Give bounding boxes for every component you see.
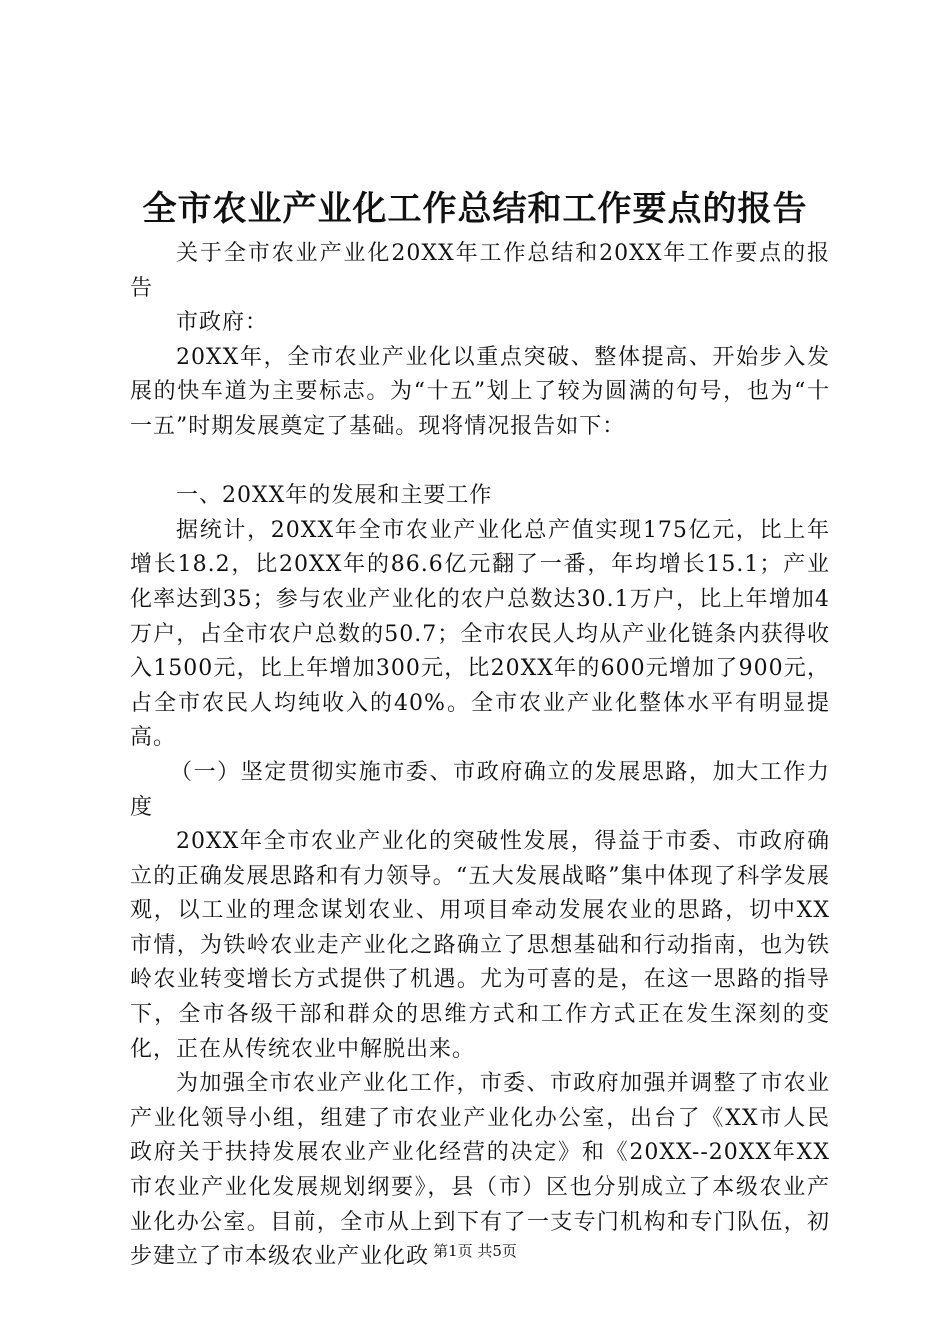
organization-paragraph: 为加强全市农业产业化工作，市委、市政府加强并调整了市农业产业化领导小组，组建了市农业产业化办公室，出台了《XX市人民政府关于扶持发展农业产业化经营的决定》和《20XX--20XX年XX市农业产业化发展规划纲要》，县（市）区也分别成立了本级农业产业化办公室。目前，全市从上到下有了一支专门机构和专门队伍，初步建立了市本级农业产业化政 [130, 1071, 830, 1270]
intro-paragraph: 20XX年，全市农业产业化以重点突破、整体提高、开始步入发展的快车道为主要标志。为“十五”划上了较为圆满的句号，也为“十一五”时期发展奠定了基础。现将情况报告如下： [130, 344, 830, 439]
section-heading: 一、20XX年的发展和主要工作 [176, 483, 493, 509]
statistics-paragraph: 据统计，20XX年全市农业产业化总产值实现175亿元，比上年增长18.2，比20XX年的86.6亿元翻了一番，年均增长15.1；产业化率达到35；参与农业产业化的农户总数达30.1万户，比上年增加4万户，占全市农户总数的50.7；全市农民人均从产业化链条内获得收入1500元，比上年增加300元，比20XX年的600元增加了900元，占全市农民人均纯收入的40%。全市农业产业化整体水平有明显提高。 [130, 517, 830, 751]
blank-line [130, 445, 830, 480]
subsection-heading: （一）坚定贯彻实施市委、市政府确立的发展思路，加大工作力度 [130, 759, 830, 820]
salutation: 市政府： [176, 310, 269, 336]
subtitle-paragraph: 关于全市农业产业化20XX年工作总结和20XX年工作要点的报告 [130, 241, 830, 301]
page-footer: 第1页 共5页 [433, 1242, 517, 1260]
development-paragraph: 20XX年全市农业产业化的突破性发展，得益于市委、市政府确立的正确发展思路和有力领导。“五大发展战略”集中体现了科学发展观，以工业的理念谋划农业、用项目牵动发展农业的思路，切中XX市情，为铁岭农业走产业化之路确立了思想基础和行动指南，也为铁岭农业转变增长方式提供了机遇。尤为可喜的是，在这一思路的指导下，全市各级干部和群众的思维方式和工作方式正在发生深刻的变化，正在从传统农业中解脱出来。 [130, 829, 830, 1062]
document-body [130, 237, 830, 1275]
document-title: 全市农业产业化工作总结和工作要点的报告 [142, 189, 808, 229]
